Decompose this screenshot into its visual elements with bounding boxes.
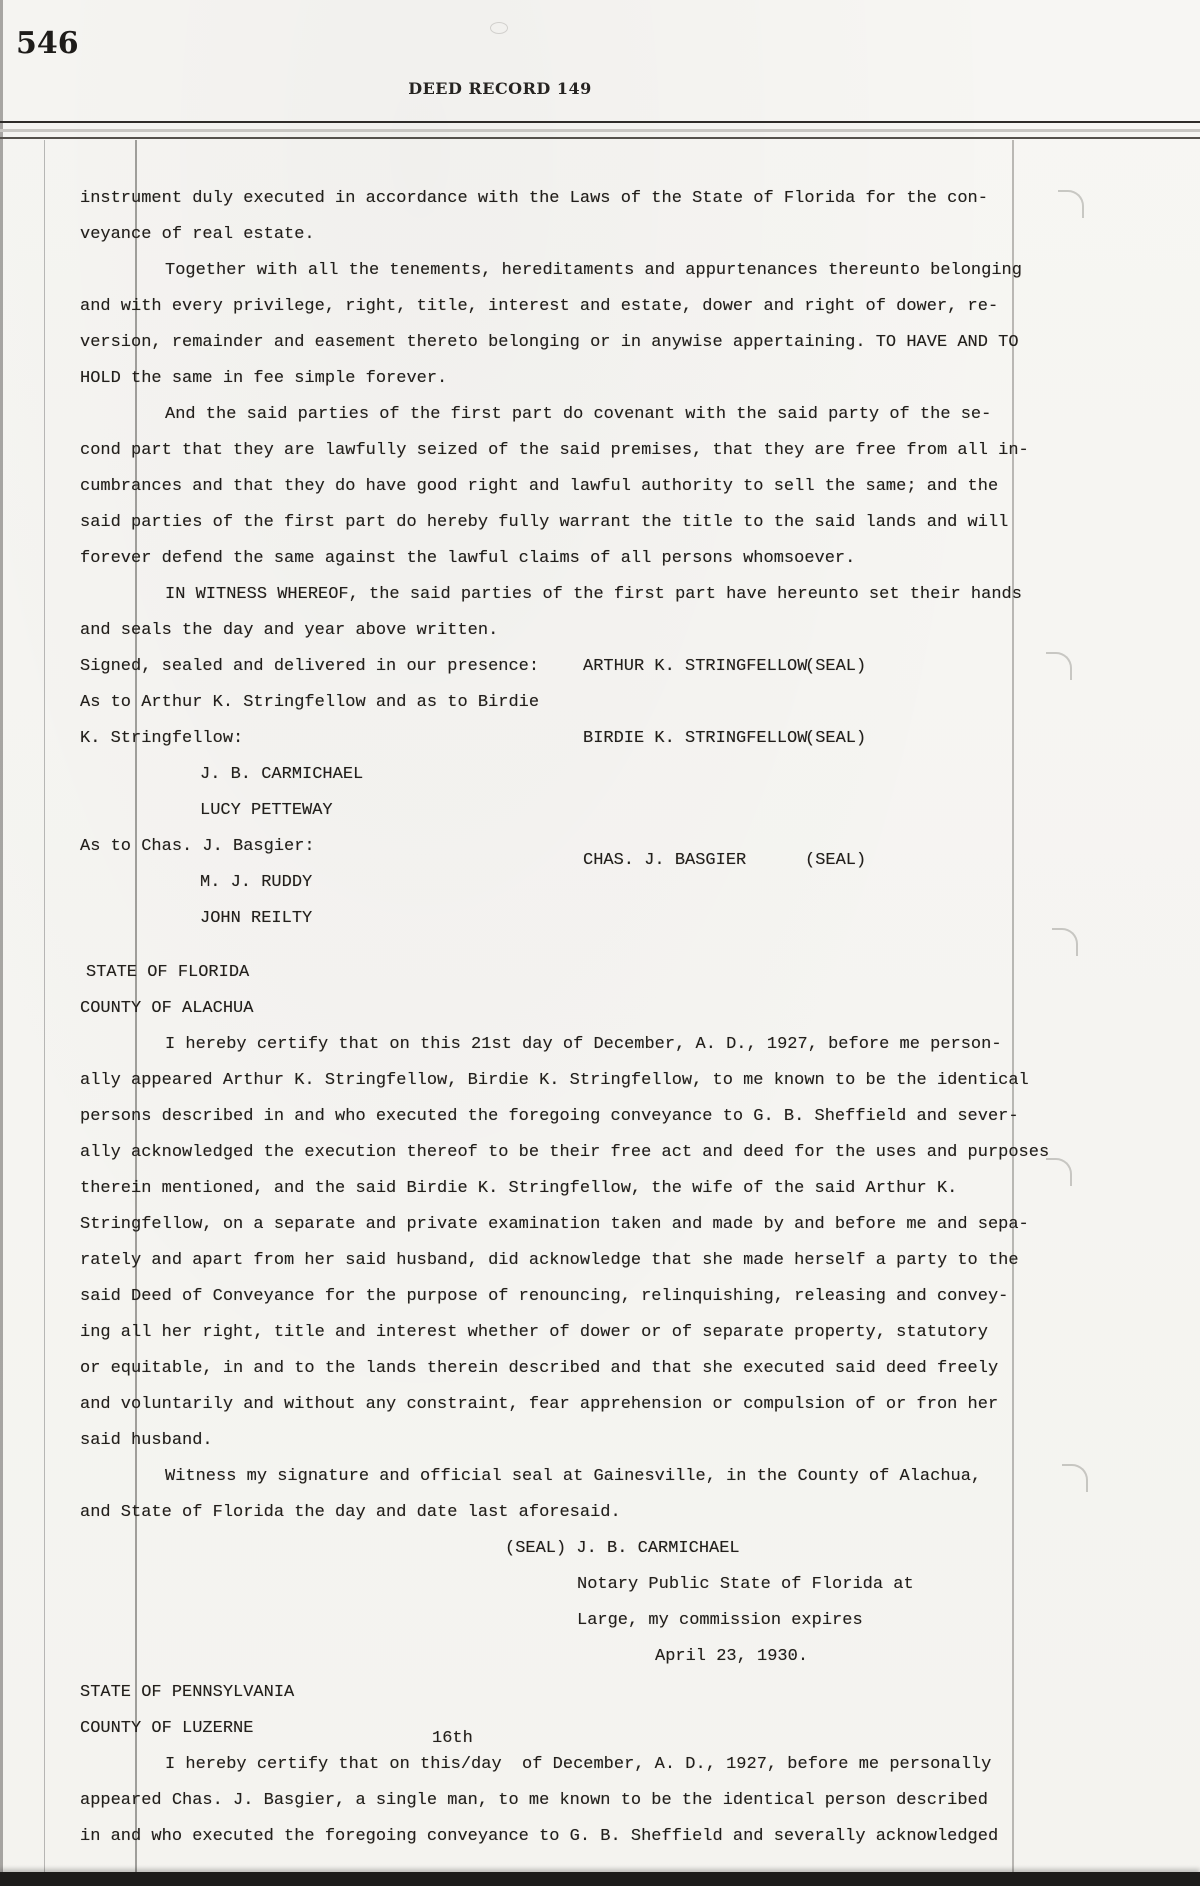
witness-attestation-text: Signed, sealed and delivered in our presence: bbox=[80, 657, 540, 676]
seal-label: (SEAL) bbox=[805, 729, 867, 748]
page-header: DEED RECORD 149 bbox=[408, 79, 592, 98]
document-line: STATE OF FLORIDA bbox=[86, 963, 250, 982]
deed-record-text bbox=[80, 181, 1188, 1855]
seal-label: (SEAL) bbox=[805, 851, 867, 870]
document-line: ally acknowledged the execution thereof to be their free act and deed for the uses and purposes bbox=[80, 1143, 1050, 1162]
document-line: COUNTY OF LUZERNE bbox=[80, 1719, 254, 1738]
header-rule-top bbox=[0, 121, 1200, 123]
signature-line bbox=[80, 721, 1188, 757]
document-line: version, remainder and easement thereto belonging or in anywise appertaining. TO HAVE AND TO bbox=[80, 333, 1019, 352]
document-line: veyance of real estate. bbox=[80, 225, 315, 244]
scan-artifact bbox=[490, 22, 508, 34]
scan-edge-bottom bbox=[0, 1872, 1200, 1886]
blank-line bbox=[80, 937, 1188, 955]
document-line: said Deed of Conveyance for the purpose of renouncing, relinquishing, releasing and convey- bbox=[80, 1287, 1009, 1306]
document-line: rately and apart from her said husband, did acknowledge that she made herself a party to the bbox=[80, 1251, 1019, 1270]
witness-attestation-text: As to Chas. J. Basgier: bbox=[80, 837, 315, 856]
document-line: As to Arthur K. Stringfellow and as to Birdie bbox=[80, 693, 540, 712]
document-line: LUCY PETTEWAY bbox=[200, 801, 333, 820]
document-line: Stringfellow, on a separate and private examination taken and made by and before me and sepa- bbox=[80, 1215, 1029, 1234]
scan-edge-left bbox=[0, 0, 3, 1886]
document-line: HOLD the same in fee simple forever. bbox=[80, 369, 448, 388]
document-line: I hereby certify that on this/day of December, A. D., 1927, before me personally 16th bbox=[165, 1729, 992, 1774]
document-line: cumbrances and that they do have good right and lawful authority to sell the same; and the bbox=[80, 477, 999, 496]
document-line: ing all her right, title and interest whether of dower or of separate property, statutory bbox=[80, 1323, 988, 1342]
document-line: Together with all the tenements, hereditaments and appurtenances thereunto belonging bbox=[165, 261, 1022, 280]
document-line: and voluntarily and without any constraint, fear apprehension or compulsion of or fron her bbox=[80, 1395, 999, 1414]
witness-attestation-text: K. Stringfellow: bbox=[80, 729, 244, 748]
document-line: instrument duly executed in accordance with the Laws of the State of Florida for the con- bbox=[80, 189, 988, 208]
document-line: Witness my signature and official seal at Gainesville, in the County of Alachua, bbox=[165, 1467, 982, 1486]
document-line: Large, my commission expires bbox=[577, 1611, 863, 1630]
document-line: and with every privilege, right, title, interest and estate, dower and right of dower, re- bbox=[80, 297, 999, 316]
document-line: and State of Florida the day and date last aforesaid. bbox=[80, 1503, 621, 1522]
document-line: or equitable, in and to the lands therein described and that she executed said deed freely bbox=[80, 1359, 999, 1378]
document-line: (SEAL) J. B. CARMICHAEL bbox=[505, 1539, 740, 1558]
header-rule-middle bbox=[0, 129, 1200, 132]
signatory-name: ARTHUR K. STRINGFELLOW bbox=[583, 657, 808, 676]
document-line: IN WITNESS WHEREOF, the said parties of the first part have hereunto set their hands bbox=[165, 585, 1022, 604]
document-line: ally appeared Arthur K. Stringfellow, Birdie K. Stringfellow, to me known to be the identical bbox=[80, 1071, 1029, 1090]
document-line: J. B. CARMICHAEL bbox=[200, 765, 364, 784]
signatory-name: CHAS. J. BASGIER bbox=[583, 851, 747, 870]
left-margin-line-outer bbox=[44, 140, 45, 1886]
document-line: cond part that they are lawfully seized of the said premises, that they are free from all in- bbox=[80, 441, 1029, 460]
document-line: M. J. RUDDY bbox=[200, 873, 313, 892]
signature-line bbox=[80, 649, 1188, 685]
document-line: in and who executed the foregoing conveyance to G. B. Sheffield and severally acknowledged bbox=[80, 1827, 999, 1846]
signatory-name: BIRDIE K. STRINGFELLOW bbox=[583, 729, 808, 748]
document-line: STATE OF PENNSYLVANIA bbox=[80, 1683, 295, 1702]
document-line: Notary Public State of Florida at bbox=[577, 1575, 914, 1594]
document-line: April 23, 1930. bbox=[655, 1647, 809, 1666]
inserted-date-text: 16th bbox=[432, 1729, 473, 1748]
signature-line bbox=[80, 829, 1188, 870]
seal-label: (SEAL) bbox=[805, 657, 867, 676]
document-line: I hereby certify that on this 21st day of December, A. D., 1927, before me person- bbox=[165, 1035, 1002, 1054]
document-line: forever defend the same against the lawful claims of all persons whomsoever. bbox=[80, 549, 856, 568]
document-line: persons described in and who executed the foregoing conveyance to G. B. Sheffield and sever- bbox=[80, 1107, 1019, 1126]
header-rule-bottom bbox=[0, 137, 1200, 139]
document-line: therein mentioned, and the said Birdie K. Stringfellow, the wife of the said Arthur K. bbox=[80, 1179, 958, 1198]
document-line: And the said parties of the first part do covenant with the said party of the se- bbox=[165, 405, 992, 424]
document-line: COUNTY OF ALACHUA bbox=[80, 999, 254, 1018]
document-line: appeared Chas. J. Basgier, a single man, to me known to be the identical person described bbox=[80, 1791, 988, 1810]
document-line: said parties of the first part do hereby fully warrant the title to the said lands and will bbox=[80, 513, 1009, 532]
document-line: said husband. bbox=[80, 1431, 213, 1450]
page-number: 546 bbox=[16, 26, 79, 61]
document-line: and seals the day and year above written. bbox=[80, 621, 499, 640]
document-line: JOHN REILTY bbox=[200, 909, 313, 928]
